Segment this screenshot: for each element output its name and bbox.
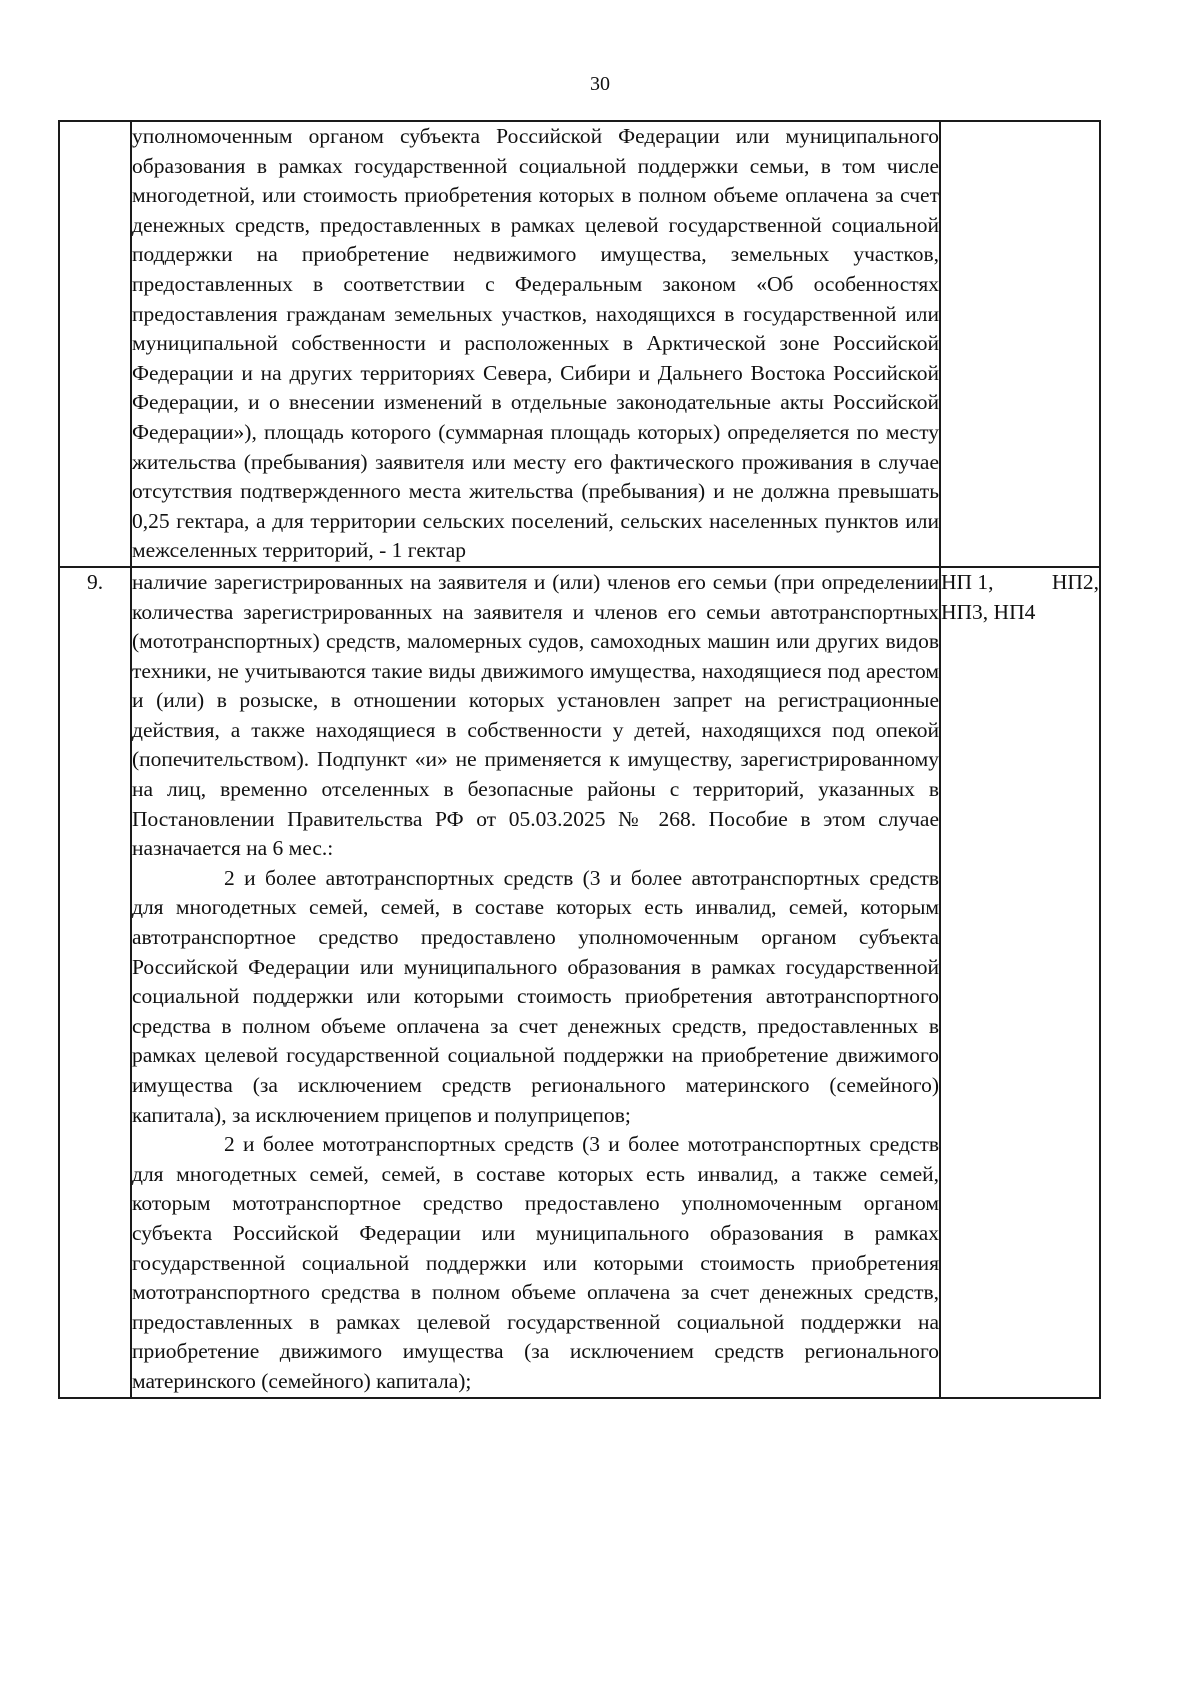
benefit-code: НП3, НП4 <box>941 599 1036 624</box>
benefit-codes <box>940 121 1100 567</box>
benefit-codes-line <box>941 568 1099 598</box>
benefit-codes <box>940 567 1100 1398</box>
table-row <box>59 567 1100 1398</box>
benefit-code: НП 1, <box>941 569 994 594</box>
row-number: 9. <box>59 567 131 1398</box>
criteria-table <box>58 120 1101 1399</box>
page-number: 30 <box>590 73 610 95</box>
criterion-text <box>131 567 940 1398</box>
benefit-code: НП2, <box>1051 569 1099 594</box>
criterion-paragraph: уполномоченным органом субъекта Российской Федерации или муниципального образования в рамках государственной социальной поддержки семьи, в том числе многодетной, или стоимость приобретения которых в полном объеме оплачена за счет денежных средств, предоставленных в рамках целевой государственной социальной поддержки на приобретение недвижимого имущества, земельных участков, предоставленных в соответствии с Федеральным законом «Об особенностях предоставления гражданам земельных участков, находящихся в государственной или муниципальной собственности и расположенных в Арктической зоне Российской Федерации и на других территориях Севера, Сибири и Дальнего Востока Российской Федерации, и о внесении изменений в отдельные законодательные акты Российской Федерации»), площадь которого (суммарная площадь которых) определяется по месту жительства (пребывания) заявителя или месту его фактического проживания в случае отсутствия подтвержденного места жительства (пребывания) и не должна превышать 0,25 гектара, а для территории сельских поселений, сельских населенных пунктов или межселенных территорий, - 1 гектар <box>132 124 939 563</box>
criterion-paragraph: наличие зарегистрированных на заявителя и (или) членов его семьи (при определении количества зарегистрированных на заявителя и членов его семьи автотранспортных (мототранспортных) средств, маломерных судов, самоходных машин или других видов техники, не учитываются такие виды движимого имущества, находящиеся под арестом и (или) в розыске, в отношении которых установлен запрет на регистрационные действия, а также находящиеся в собственности у детей, находящихся под опекой (попечительством). Подпункт «и» не применяется к имуществу, зарегистрированному на лиц, временно отселенных в безопасные районы с территорий, указанных в Постановлении Правительства РФ от 05.03.2025 № 268. Пособие в этом случае назначается на 6 мес.: <box>132 569 939 861</box>
table-row <box>59 121 1100 567</box>
criterion-paragraph: 2 и более мототранспортных средств (3 и более мототранспортных средств для многодетных семей, семей, в составе которых есть инвалид, а также семей, которым мототранспортное средство предоставлено уполномоченным органом субъекта Российской Федерации или муниципального образования в рамках государственной социальной поддержки или которыми стоимость приобретения мототранспортного средства в полном объеме оплачена за счет денежных средств, предоставленных в рамках целевой государственной социальной поддержки на приобретение движимого имущества (за исключением средств регионального материнского (семейного) капитала); <box>132 1132 939 1393</box>
criterion-paragraph: 2 и более автотранспортных средств (3 и более автотранспортных средств для многодетных семей, семей, в составе которых есть инвалид, семей, которым автотранспортное средство предоставлено уполномоченным органом субъекта Российской Федерации или муниципального образования в рамках государственной социальной поддержки или которыми стоимость приобретения автотранспортного средства в полном объеме оплачена за счет денежных средств, предоставленных в рамках целевой государственной социальной поддержки на приобретение движимого имущества (за исключением средств регионального материнского (семейного) капитала), за исключением прицепов и полуприцепов; <box>132 865 939 1127</box>
row-number <box>59 121 131 567</box>
criterion-text <box>131 121 940 567</box>
